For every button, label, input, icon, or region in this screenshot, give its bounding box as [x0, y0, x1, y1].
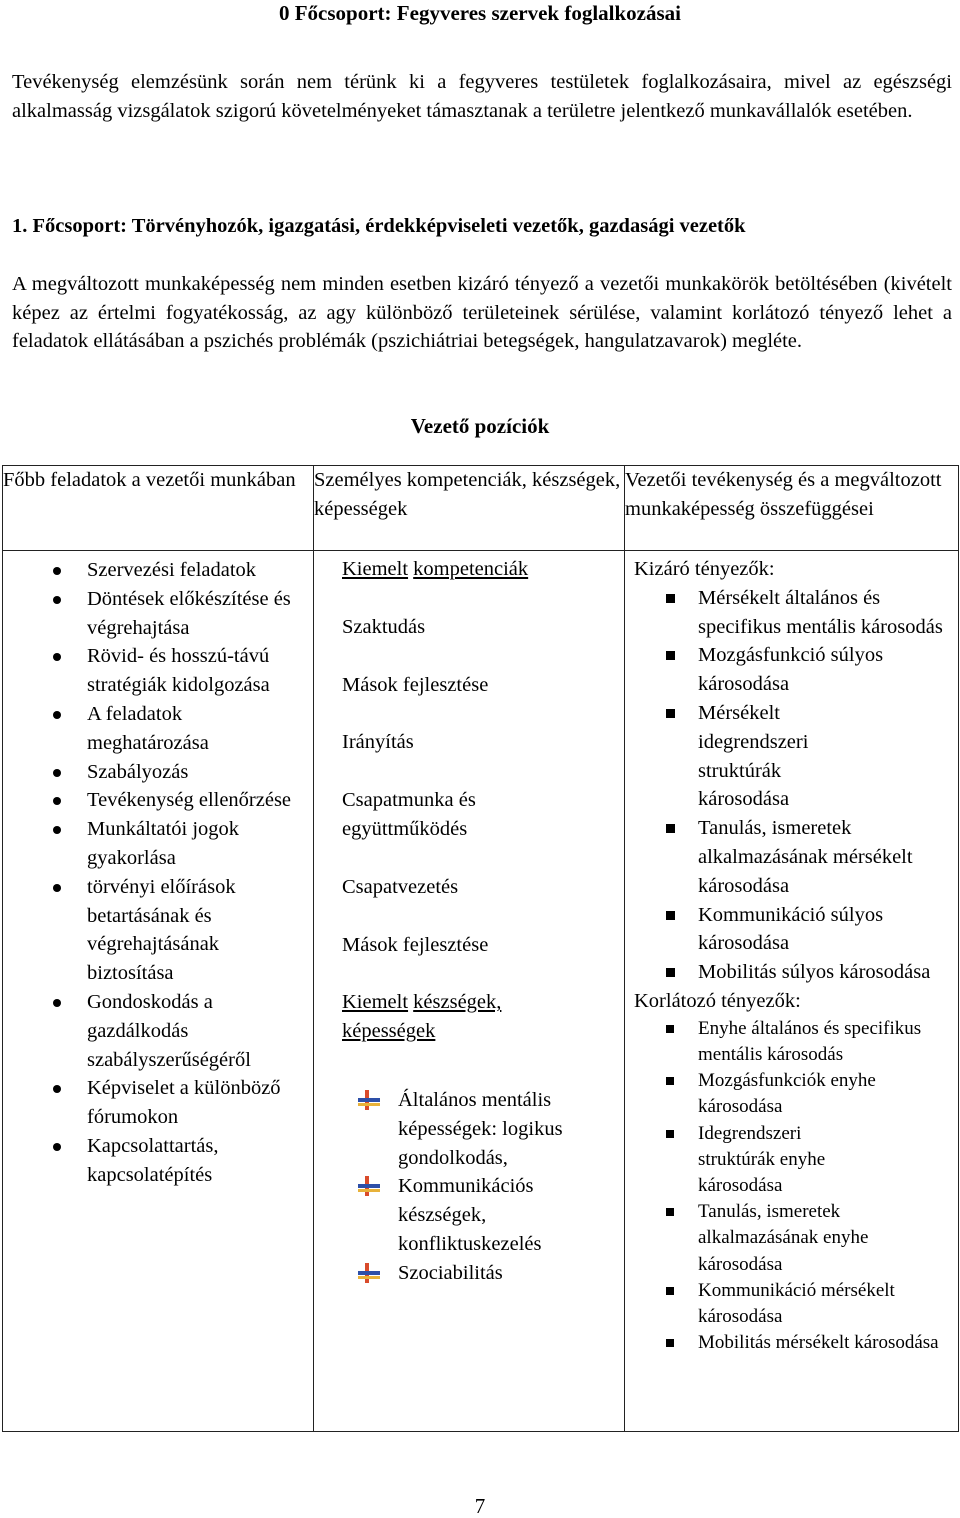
square-bullet-icon — [666, 1339, 674, 1347]
square-bullet-icon — [666, 1287, 674, 1295]
section-paragraph: A megváltozott munkaképesség nem minden esetben kizáró tényező a vezetői munkakörök betöltésében (kivételt képez az értelmi fogyatékosság, az agy különböző területeinek sérülése, valamint korlátozó tényező lehet a feladatok ellátásában a pszichés problémák (pszichiátriai betegségek, hangulatzavarok) megléte. — [12, 273, 952, 352]
list-item: Tevékenység ellenőrzése — [3, 786, 313, 815]
list-item: Kommunikáció súlyos károsodása — [698, 901, 952, 959]
exclusion-heading: Kizáró tényezők: — [634, 558, 775, 580]
list-item: Tanulás, ismeretek alkalmazásának mérsékelt károsodása — [698, 814, 952, 900]
competency-item: Mások fejlesztése — [342, 933, 489, 956]
bullet-icon — [53, 1143, 61, 1151]
header-tasks: Főbb feladatok a vezetői munkában — [3, 466, 314, 551]
cross-bullet-icon — [358, 1176, 380, 1196]
list-item: Tanulás, ismeretek alkalmazásának enyhe károsodása — [698, 1199, 952, 1278]
list-item: Rövid- és hosszú-távú stratégiák kidolgozása — [3, 642, 313, 700]
table-title: Vezető pozíciók — [410, 414, 550, 438]
bullet-icon — [53, 1085, 61, 1093]
list-item: törvényi előírások betartásának és végrehajtásának biztosítása — [3, 873, 313, 988]
exclusion-list — [634, 584, 952, 987]
square-bullet-icon — [666, 911, 675, 920]
page-number: 7 — [474, 1494, 486, 1518]
square-bullet-icon — [666, 651, 675, 660]
table-body-row — [3, 551, 959, 1432]
list-item: Enyhe általános és specifikus mentális károsodás — [698, 1016, 952, 1068]
list-item: Általános mentális képességek: logikus gondolkodás, — [398, 1086, 624, 1172]
cross-bullet-icon — [358, 1263, 380, 1283]
tasks-list — [3, 556, 313, 1190]
competencies-heading: Kiemelt kompetenciák — [342, 558, 529, 580]
list-item: Idegrendszeri struktúrák enyhe károsodása — [698, 1121, 858, 1200]
list-item: Szabályozás — [3, 758, 313, 787]
bullet-icon — [53, 826, 61, 834]
bullet-icon — [53, 797, 61, 805]
limiting-heading: Korlátozó tényezők: — [634, 989, 801, 1012]
list-item: Kapcsolattartás, kapcsolatépítés — [3, 1132, 313, 1190]
list-item: Kommunikációs készségek, konfliktuskezelés — [398, 1172, 624, 1258]
square-bullet-icon — [666, 709, 675, 718]
list-item: Mozgásfunkció súlyos károsodása — [698, 641, 952, 699]
square-bullet-icon — [666, 824, 675, 833]
competency-item: Csapatvezetés — [342, 875, 459, 898]
intro-paragraph: Tevékenység elemzésünk során nem térünk ki a fegyveres testületek foglalkozásaira, mivel az egészségi alkalmasság vizsgálatok szigorú követelményeket támasztanak a területre jelentkező munkavállalók esetében. — [12, 71, 952, 122]
list-item: Kommunikáció mérsékelt károsodása — [698, 1278, 903, 1330]
cross-bullet-icon — [358, 1090, 380, 1110]
skills-heading: Kiemelt készségek, képességek — [342, 991, 502, 1043]
list-item: Mérsékelt idegrendszeri struktúrák károsodása — [698, 699, 868, 814]
list-item: Képviselet a különböző fórumokon — [3, 1074, 313, 1132]
header-competencies: Személyes kompetenciák, készségek, képességek — [314, 466, 625, 551]
square-bullet-icon — [666, 594, 675, 603]
list-item: Gondoskodás a gazdálkodás szabályszerűségéről — [3, 988, 313, 1074]
competency-item: Szaktudás — [342, 615, 426, 638]
limiting-list — [634, 1016, 952, 1357]
bullet-icon — [53, 567, 61, 575]
competencies-cell — [314, 551, 625, 1432]
list-item: Munkáltatói jogok gyakorlása — [3, 815, 313, 873]
list-item: Mobilitás mérsékelt károsodása — [698, 1330, 952, 1356]
square-bullet-icon — [666, 1025, 674, 1033]
list-item: Mérsékelt általános és specifikus mentális károsodás — [698, 584, 952, 642]
square-bullet-icon — [666, 1077, 674, 1085]
table-header-row — [3, 466, 959, 551]
bullet-icon — [53, 596, 61, 604]
leadership-table — [2, 465, 959, 1432]
competency-item: Mások fejlesztése — [342, 673, 489, 696]
list-item: Döntések előkészítése és végrehajtása — [3, 585, 313, 643]
bullet-icon — [53, 999, 61, 1007]
square-bullet-icon — [666, 1130, 674, 1138]
list-item: Szervezési feladatok — [3, 556, 313, 585]
list-item: Szociabilitás — [398, 1259, 624, 1288]
bullet-icon — [53, 653, 61, 661]
tasks-cell — [3, 551, 314, 1432]
list-item: Mobilitás súlyos károsodása — [698, 958, 952, 987]
list-item: Mozgásfunkciók enyhe károsodása — [698, 1068, 952, 1120]
bullet-icon — [53, 769, 61, 777]
header-factors: Vezetői tevékenység és a megváltozott munkaképesség összefüggései — [625, 466, 959, 551]
factors-cell — [625, 551, 959, 1432]
square-bullet-icon — [666, 1208, 674, 1216]
bullet-icon — [53, 884, 61, 892]
competency-item: Irányítás — [342, 731, 414, 754]
page-title: 0 Főcsoport: Fegyveres szervek foglalkozásai — [278, 1, 681, 25]
competency-item: Csapatmunka és együttműködés — [342, 789, 476, 840]
skills-list — [342, 1086, 624, 1288]
square-bullet-icon — [666, 968, 675, 977]
section-heading: 1. Főcsoport: Törvényhozók, igazgatási, érdekképviseleti vezetők, gazdasági vezetők — [12, 215, 746, 237]
bullet-icon — [53, 711, 61, 719]
list-item: A feladatok meghatározása — [3, 700, 313, 758]
